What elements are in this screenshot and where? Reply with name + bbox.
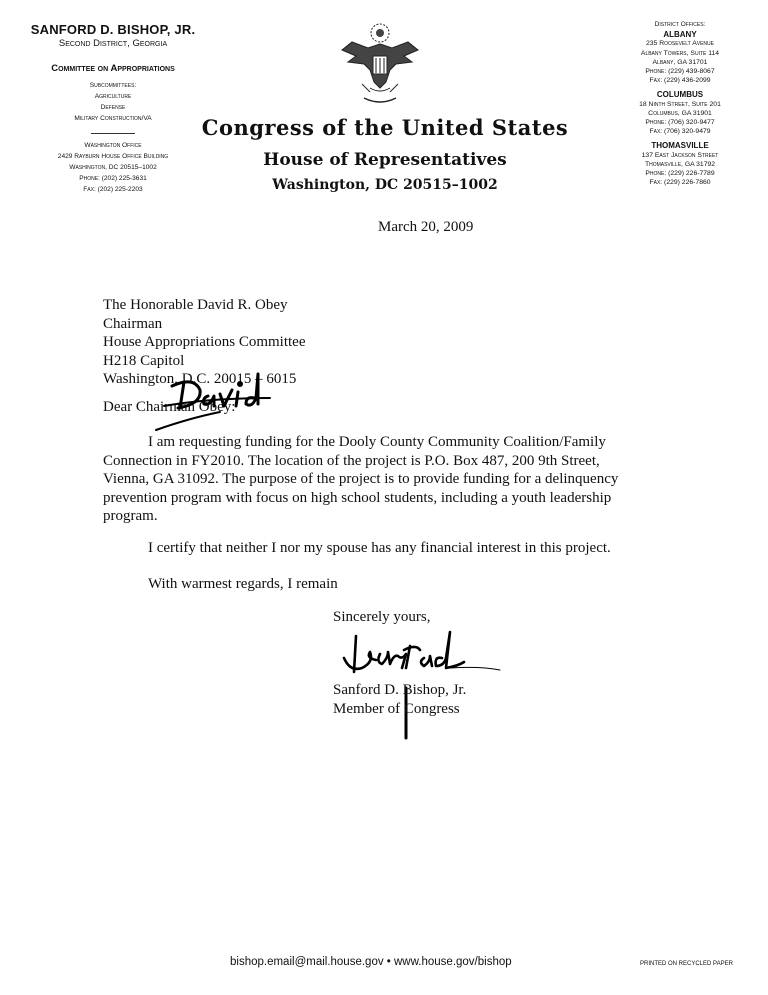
address-line: Washington, D.C. 20015 – 6015 bbox=[103, 371, 297, 387]
washington-address: Washington, DC 20515–1002 bbox=[272, 177, 498, 193]
congress-heading: Congress of the United States bbox=[201, 115, 569, 140]
signer-name: Sanford D. Bishop, Jr. bbox=[333, 682, 467, 698]
member-district: Second District, Georgia bbox=[58, 38, 168, 49]
office-line: Albany Towers, Suite 114 bbox=[640, 49, 720, 57]
office-columbus bbox=[610, 90, 750, 136]
handwritten-david-signature bbox=[150, 368, 280, 428]
body-paragraph: With warmest regards, I remain bbox=[148, 576, 338, 592]
office-city: ALBANY bbox=[663, 30, 697, 40]
letter-date: March 20, 2009 bbox=[378, 219, 474, 235]
signer-title: Member of Congress bbox=[333, 700, 460, 717]
dc-office-line: Fax: (202) 225-2203 bbox=[83, 186, 143, 193]
office-line: 235 Roosevelt Avenue bbox=[646, 40, 714, 48]
office-line: 137 East Jackson Street bbox=[641, 151, 719, 159]
office-line: Columbus, GA 31901 bbox=[648, 109, 712, 117]
office-line: Fax: (706) 320-9479 bbox=[649, 128, 711, 136]
subcommittee-item: Agriculture bbox=[94, 93, 132, 100]
address-line: House Appropriations Committee bbox=[103, 334, 306, 350]
address-line: H218 Capitol bbox=[103, 352, 185, 369]
district-offices bbox=[610, 20, 750, 192]
member-name: SANFORD D. BISHOP, JR. bbox=[30, 22, 196, 37]
subcommittees-label: Subcommittees: bbox=[89, 82, 137, 89]
subcommittee-item: Military Construction/VA bbox=[74, 115, 152, 122]
office-line: Thomasville, GA 31792 bbox=[644, 160, 716, 168]
address-line: Chairman bbox=[103, 315, 163, 332]
office-city: THOMASVILLE bbox=[651, 141, 709, 151]
address-line: The Honorable David R. Obey bbox=[103, 297, 288, 313]
member-header bbox=[18, 22, 208, 195]
office-line: Fax: (229) 226-7860 bbox=[649, 179, 711, 187]
office-line: Phone: (229) 439-8067 bbox=[645, 68, 715, 76]
district-offices-label: District Offices: bbox=[654, 21, 706, 28]
office-city: COLUMBUS bbox=[656, 90, 704, 100]
body-paragraph: I certify that neither I nor my spouse has any financial interest in this project. bbox=[148, 540, 611, 556]
eagle-seal-icon bbox=[334, 22, 426, 106]
committee-name: Committee on Appropriations bbox=[51, 63, 175, 74]
dc-office-line: Phone: (202) 225-3631 bbox=[79, 175, 147, 182]
office-line: 18 Ninth Street, Suite 201 bbox=[639, 100, 721, 108]
office-line: Fax: (229) 436-2099 bbox=[649, 77, 711, 85]
divider bbox=[91, 133, 135, 134]
body-paragraph: I am requesting funding for the Dooly County Community Coalition/Family Connection in FY2010. The location of the project is P.O. Box 487, 200 9th Street, Vienna, GA 31092. The purpose of the project is to provide funding for a delinquency prevention program with focus on high school students, including a youth leadership program. bbox=[103, 434, 619, 524]
office-line: Albany, GA 31701 bbox=[652, 58, 708, 66]
closing: Sincerely yours, bbox=[333, 609, 431, 625]
office-albany bbox=[610, 30, 750, 85]
office-line: Phone: (229) 226-7789 bbox=[645, 170, 715, 178]
signer-block bbox=[333, 681, 466, 718]
subcommittee-item: Defense bbox=[100, 104, 126, 111]
recycled-paper-note: PRINTED ON RECYCLED PAPER bbox=[640, 961, 733, 967]
salutation-text: Dear Chairman Obey: bbox=[103, 399, 236, 415]
office-thomasville bbox=[610, 141, 750, 187]
house-heading: House of Representatives bbox=[263, 150, 507, 170]
office-line: Phone: (706) 320-9477 bbox=[645, 119, 715, 127]
dc-office-line: Washington, DC 20515–1002 bbox=[69, 164, 157, 171]
dc-office-line: 2429 Rayburn House Office Building bbox=[57, 153, 169, 160]
dc-office-label: Washington Office bbox=[84, 142, 142, 149]
footer-contact: bishop.email@mail.house.gov • www.house.gov/bishop bbox=[230, 956, 512, 968]
